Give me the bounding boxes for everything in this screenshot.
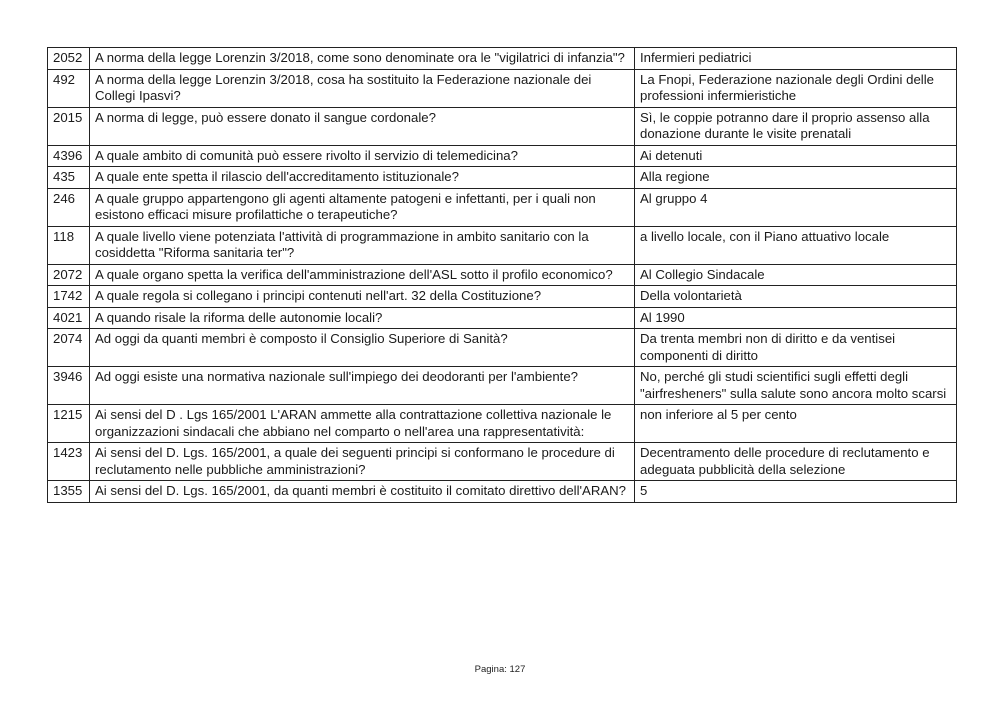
- question-cell: A quale ente spetta il rilascio dell'accreditamento istituzionale?: [90, 167, 635, 189]
- table-row: [48, 69, 957, 107]
- question-id-cell: 1215: [48, 405, 90, 443]
- answer-cell: a livello locale, con il Piano attuativo locale: [635, 226, 957, 264]
- answer-cell: Sì, le coppie potranno dare il proprio assenso alla donazione durante le visite prenatali: [635, 107, 957, 145]
- question-cell: Ai sensi del D. Lgs. 165/2001, da quanti membri è costituito il comitato direttivo dell'ARAN?: [90, 481, 635, 503]
- question-id-cell: 4021: [48, 307, 90, 329]
- quiz-table: [47, 47, 957, 503]
- table-row: [48, 264, 957, 286]
- answer-cell: Al gruppo 4: [635, 188, 957, 226]
- table-row: [48, 226, 957, 264]
- table-row: [48, 167, 957, 189]
- question-cell: A quale livello viene potenziata l'attività di programmazione in ambito sanitario con la cosiddetta "Riforma sanitaria ter"?: [90, 226, 635, 264]
- question-cell: A norma di legge, può essere donato il sangue cordonale?: [90, 107, 635, 145]
- table-row: [48, 405, 957, 443]
- question-cell: Ai sensi del D. Lgs. 165/2001, a quale dei seguenti principi si conformano le procedure di reclutamento nelle pubbliche amministrazioni?: [90, 443, 635, 481]
- answer-cell: non inferiore al 5 per cento: [635, 405, 957, 443]
- answer-cell: La Fnopi, Federazione nazionale degli Ordini delle professioni infermieristiche: [635, 69, 957, 107]
- answer-cell: Ai detenuti: [635, 145, 957, 167]
- question-id-cell: 1742: [48, 286, 90, 308]
- table-row: [48, 145, 957, 167]
- table-row: [48, 307, 957, 329]
- question-id-cell: 3946: [48, 367, 90, 405]
- answer-cell: Infermieri pediatrici: [635, 48, 957, 70]
- answer-cell: No, perché gli studi scientifici sugli effetti degli "airfresheners" sulla salute sono ancora molto scarsi: [635, 367, 957, 405]
- question-cell: A norma della legge Lorenzin 3/2018, cosa ha sostituito la Federazione nazionale dei Collegi Ipasvi?: [90, 69, 635, 107]
- question-id-cell: 1355: [48, 481, 90, 503]
- answer-cell: Al 1990: [635, 307, 957, 329]
- question-cell: A quale gruppo appartengono gli agenti altamente patogeni e infettanti, per i quali non esistono efficaci misure profilattiche o terapeutiche?: [90, 188, 635, 226]
- table-row: [48, 367, 957, 405]
- question-cell: Ad oggi da quanti membri è composto il Consiglio Superiore di Sanità?: [90, 329, 635, 367]
- page-number: Pagina: 127: [474, 664, 526, 675]
- question-id-cell: 492: [48, 69, 90, 107]
- answer-cell: Alla regione: [635, 167, 957, 189]
- table-row: [48, 188, 957, 226]
- quiz-table-body: [48, 48, 957, 503]
- question-id-cell: 4396: [48, 145, 90, 167]
- answer-cell: 5: [635, 481, 957, 503]
- question-id-cell: 2072: [48, 264, 90, 286]
- question-cell: Ai sensi del D . Lgs 165/2001 L'ARAN ammette alla contrattazione collettiva nazionale le organizzazioni sindacali che abbiano nel comparto o nell'area una rappresentatività:: [90, 405, 635, 443]
- question-cell: A quando risale la riforma delle autonomie locali?: [90, 307, 635, 329]
- question-cell: A quale organo spetta la verifica dell'amministrazione dell'ASL sotto il profilo economico?: [90, 264, 635, 286]
- table-row: [48, 48, 957, 70]
- question-id-cell: 2052: [48, 48, 90, 70]
- question-id-cell: 2015: [48, 107, 90, 145]
- question-cell: Ad oggi esiste una normativa nazionale sull'impiego dei deodoranti per l'ambiente?: [90, 367, 635, 405]
- question-id-cell: 2074: [48, 329, 90, 367]
- answer-cell: Al Collegio Sindacale: [635, 264, 957, 286]
- question-id-cell: 118: [48, 226, 90, 264]
- table-row: [48, 481, 957, 503]
- question-id-cell: 246: [48, 188, 90, 226]
- table-row: [48, 286, 957, 308]
- question-cell: A norma della legge Lorenzin 3/2018, come sono denominate ora le "vigilatrici di infanzia"?: [90, 48, 635, 70]
- answer-cell: Decentramento delle procedure di reclutamento e adeguata pubblicità della selezione: [635, 443, 957, 481]
- table-row: [48, 107, 957, 145]
- question-id-cell: 1423: [48, 443, 90, 481]
- table-row: [48, 443, 957, 481]
- answer-cell: Della volontarietà: [635, 286, 957, 308]
- question-cell: A quale ambito di comunità può essere rivolto il servizio di telemedicina?: [90, 145, 635, 167]
- question-id-cell: 435: [48, 167, 90, 189]
- question-cell: A quale regola si collegano i principi contenuti nell'art. 32 della Costituzione?: [90, 286, 635, 308]
- table-row: [48, 329, 957, 367]
- answer-cell: Da trenta membri non di diritto e da ventisei componenti di diritto: [635, 329, 957, 367]
